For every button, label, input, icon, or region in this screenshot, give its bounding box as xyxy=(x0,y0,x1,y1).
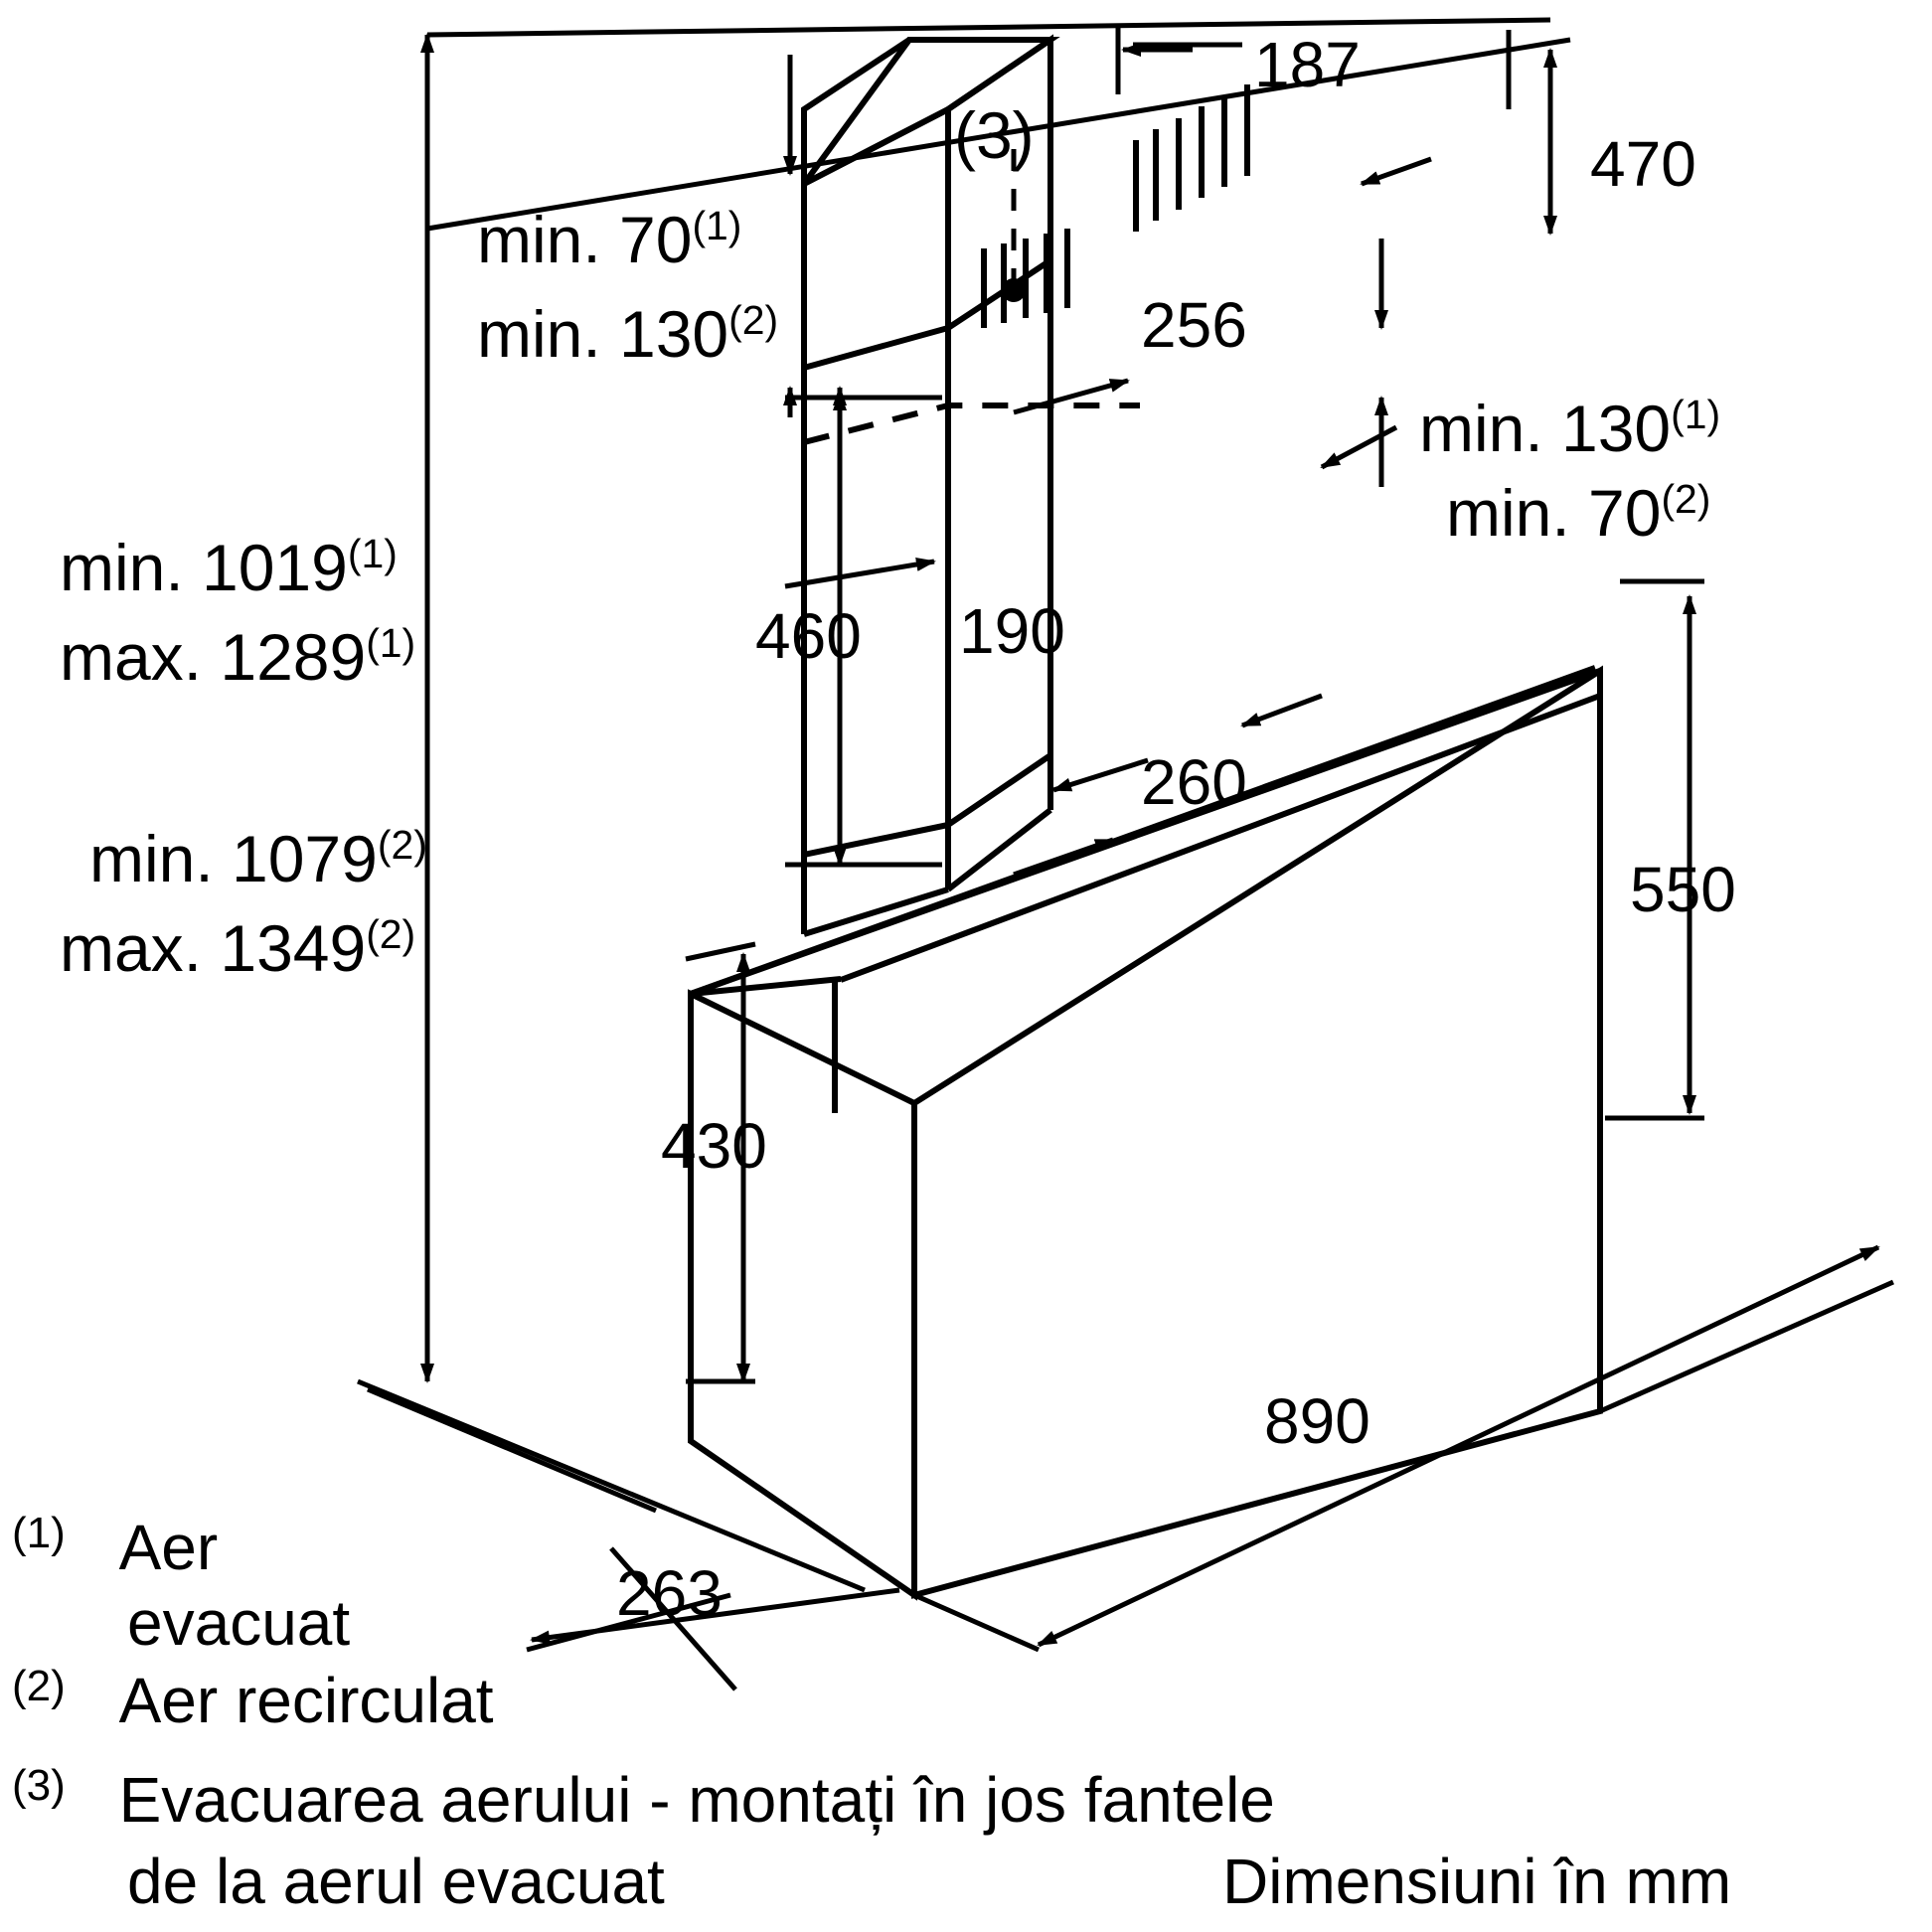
dim-260: 260 xyxy=(1141,746,1247,818)
dim-550: 550 xyxy=(1630,854,1736,925)
dim-min-130-2: min. 130$^{(2)}$ xyxy=(477,297,779,371)
dim-190: 190 xyxy=(959,595,1065,667)
dim-min-70-1: min. 70$^{(1)}$ xyxy=(477,203,742,276)
dim-470: 470 xyxy=(1590,128,1696,200)
legend-item-1: $^{(1)}$ Aer xyxy=(12,1509,219,1584)
legend-item-3-line2: de la aerul evacuat xyxy=(127,1846,665,1917)
units-note: Dimensiuni în mm xyxy=(1222,1846,1732,1917)
dim-max-1349-2: max. 1349$^{(2)}$ xyxy=(60,911,416,985)
dim-min-130-1: min. 130$^{(1)}$ xyxy=(1419,392,1721,465)
dim-max-1289-1: max. 1289$^{(1)}$ xyxy=(60,620,416,694)
dim-187: 187 xyxy=(1254,29,1361,100)
dim-min-70-2: min. 70$^{(2)}$ xyxy=(1446,476,1711,550)
legend-item-1-line2: evacuat xyxy=(127,1587,351,1659)
dim-430: 430 xyxy=(661,1110,767,1182)
dim-460: 460 xyxy=(755,600,862,672)
marker-3-label: (3) xyxy=(954,98,1035,172)
dim-890: 890 xyxy=(1264,1385,1370,1457)
legend-item-3: $^{(3)}$ Evacuarea aerului - montați în jos fantele xyxy=(12,1761,1275,1837)
dim-256: 256 xyxy=(1141,289,1247,361)
legend-item-2: $^{(2)}$ Aer recirculat xyxy=(12,1662,494,1737)
dim-263: 263 xyxy=(616,1557,723,1629)
dim-min-1019-1: min. 1019$^{(1)}$ xyxy=(60,531,398,604)
dim-min-1079-2: min. 1079$^{(2)}$ xyxy=(89,822,427,895)
